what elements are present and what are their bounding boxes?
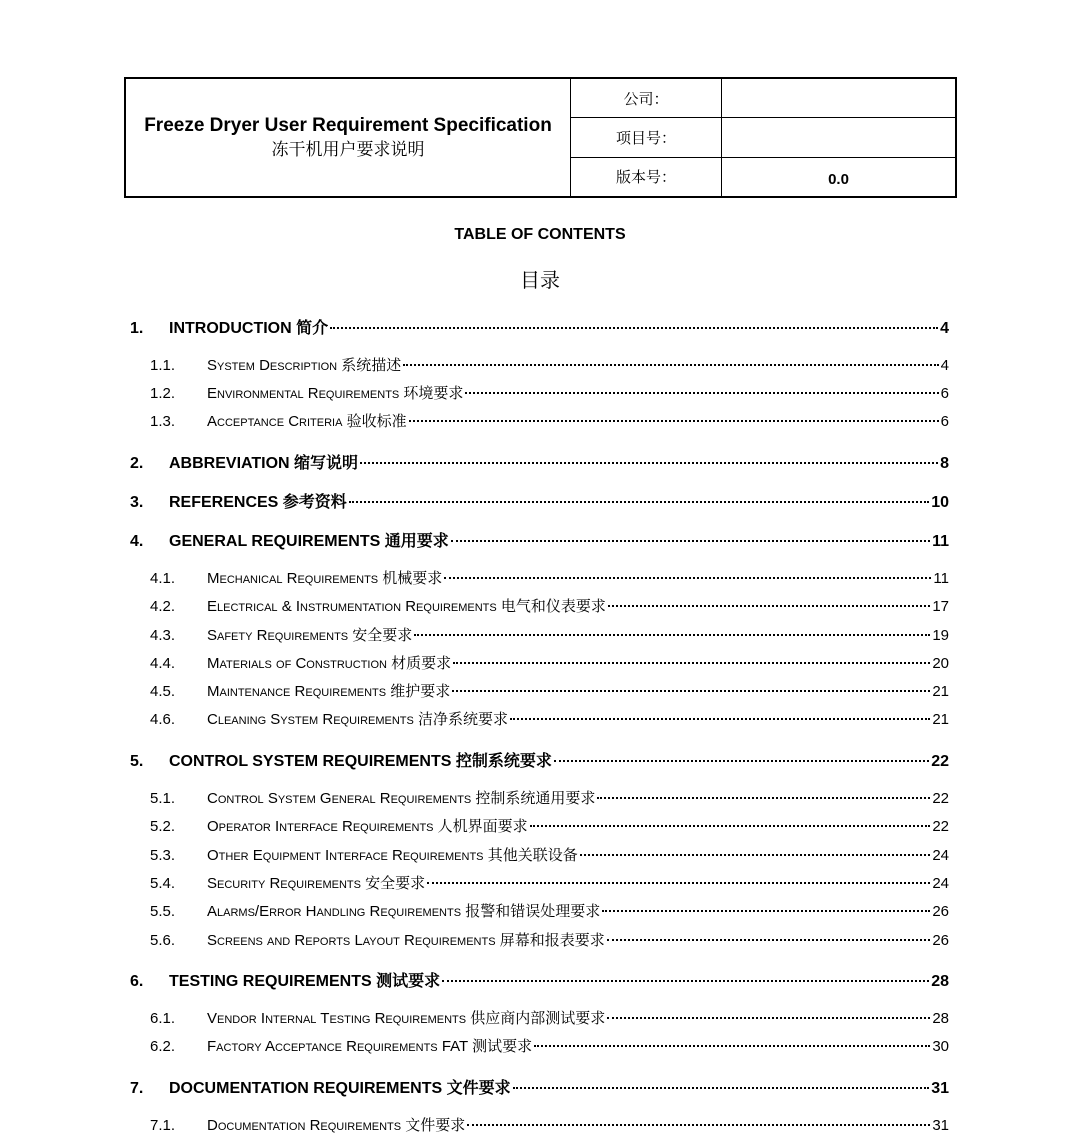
toc-entry[interactable]	[150, 1007, 949, 1029]
toc-entry-page: 24	[932, 847, 949, 864]
toc-entry[interactable]	[150, 652, 949, 674]
toc-entry-page: 10	[931, 494, 949, 511]
project-number-value	[722, 118, 955, 156]
toc-entry-title: Environmental Requirements 环境要求	[207, 385, 464, 402]
meta-row-project	[571, 118, 955, 157]
toc-dot-leader	[330, 327, 938, 329]
toc-entry-title: Operator Interface Requirements 人机界面要求	[207, 818, 528, 835]
toc-dot-leader	[530, 825, 931, 827]
toc-dot-leader	[602, 910, 930, 912]
toc-dot-leader	[451, 540, 930, 542]
toc-entry-number: 5.	[130, 753, 144, 770]
toc-entry[interactable]	[150, 872, 949, 894]
toc-entry-title: TESTING REQUIREMENTS 测试要求	[169, 973, 441, 990]
toc-entry[interactable]	[150, 844, 949, 866]
toc-dot-leader	[414, 634, 930, 636]
document-header-table	[124, 77, 957, 198]
toc-entry-title: Safety Requirements 安全要求	[207, 627, 413, 644]
document-title-cell	[126, 79, 571, 196]
toc-entry-number: 5.1.	[150, 790, 176, 807]
toc-entry-number: 1.	[130, 320, 144, 337]
toc-entry-title: Control System General Requirements 控制系统通用要求	[207, 790, 596, 807]
toc-entry-page: 30	[932, 1038, 949, 1055]
toc-dot-leader	[510, 718, 930, 720]
toc-entry[interactable]	[150, 708, 949, 730]
toc-entry-page: 17	[932, 598, 949, 615]
toc-entry-title: CONTROL SYSTEM REQUIREMENTS 控制系统要求	[169, 753, 552, 770]
toc-entry-title: Documentation Requirements 文件要求	[207, 1117, 466, 1134]
toc-entry-number: 4.6.	[150, 711, 176, 728]
toc-dot-leader	[427, 882, 930, 884]
company-label: 公司：	[571, 79, 722, 117]
toc-entry[interactable]	[130, 450, 949, 472]
toc-entry-number: 5.5.	[150, 903, 176, 920]
toc-entry-page: 24	[932, 875, 949, 892]
toc-entry-title: Other Equipment Interface Requirements 其他关联设备	[207, 847, 578, 864]
toc-entry-number: 6.1.	[150, 1010, 176, 1027]
document-meta	[571, 79, 955, 196]
toc-entry-page: 6	[940, 385, 949, 402]
toc-entry-page: 11	[933, 570, 949, 587]
toc-entry[interactable]	[130, 748, 949, 770]
toc-entry-page: 8	[940, 455, 949, 472]
toc-entry-page: 26	[932, 932, 949, 949]
toc-entry-title: GENERAL REQUIREMENTS 通用要求	[169, 533, 449, 550]
meta-row-company	[571, 79, 955, 118]
toc-entry-title: Materials of Construction 材质要求	[207, 655, 452, 672]
document-title: Freeze Dryer User Requirement Specification	[144, 114, 552, 136]
toc-entry-page: 31	[932, 1117, 949, 1134]
toc-entry-title: DOCUMENTATION REQUIREMENTS 文件要求	[169, 1080, 511, 1097]
toc-dot-leader	[442, 980, 929, 982]
toc-entry[interactable]	[150, 680, 949, 702]
toc-entry-number: 5.4.	[150, 875, 176, 892]
toc-entry-page: 22	[932, 818, 949, 835]
toc-entry-number: 5.6.	[150, 932, 176, 949]
toc-entry-page: 28	[932, 1010, 949, 1027]
toc-entry-number: 4.	[130, 533, 144, 550]
toc-entry[interactable]	[130, 968, 949, 990]
toc-entry-number: 4.4.	[150, 655, 176, 672]
toc-entry-title: Screens and Reports Layout Requirements 屏幕和报表要求	[207, 932, 605, 949]
toc-heading-cn: 目录	[520, 268, 560, 292]
toc-entry-number: 2.	[130, 455, 144, 472]
toc-entry-page: 26	[932, 903, 949, 920]
toc-entry-page: 22	[932, 790, 949, 807]
toc-entry-number: 7.	[130, 1080, 144, 1097]
toc-entry-page: 4	[940, 320, 949, 337]
toc-dot-leader	[465, 392, 938, 394]
toc-entry-page: 4	[940, 357, 949, 374]
toc-entry-title: Maintenance Requirements 维护要求	[207, 683, 451, 700]
version-value: 0.0	[828, 171, 849, 189]
toc-dot-leader	[513, 1087, 930, 1089]
toc-dot-leader	[607, 1017, 930, 1019]
toc-entry-number: 4.3.	[150, 627, 176, 644]
toc-entry[interactable]	[150, 787, 949, 809]
toc-entry-page: 31	[931, 1080, 949, 1097]
toc-entry[interactable]	[150, 595, 949, 617]
toc-dot-leader	[453, 662, 930, 664]
toc-entry-page: 22	[931, 753, 949, 770]
toc-heading: TABLE OF CONTENTS	[454, 226, 626, 243]
toc-dot-leader	[452, 690, 930, 692]
toc-entry-title: Vendor Internal Testing Requirements 供应商内部测试要求	[207, 1010, 606, 1027]
toc-entry-title: Cleaning System Requirements 洁净系统要求	[207, 711, 509, 728]
toc-entry-title: System Description 系统描述	[207, 357, 402, 374]
toc-entry-page: 20	[932, 655, 949, 672]
toc-entry-title: Security Requirements 安全要求	[207, 875, 426, 892]
toc-dot-leader	[597, 797, 930, 799]
toc-entry-number: 7.1.	[150, 1117, 176, 1134]
toc-entry[interactable]	[150, 1035, 949, 1057]
toc-entry-title: Acceptance Criteria 验收标准	[207, 413, 407, 430]
toc-dot-leader	[444, 577, 931, 579]
toc-dot-leader	[580, 854, 931, 856]
project-number-label: 项目号：	[571, 118, 722, 156]
toc-dot-leader	[349, 501, 929, 503]
toc-entry-number: 6.2.	[150, 1038, 176, 1055]
toc-entry-number: 3.	[130, 494, 144, 511]
toc-entry-page: 11	[932, 533, 949, 550]
toc-entry-number: 5.2.	[150, 818, 176, 835]
toc-entry[interactable]	[150, 815, 949, 837]
toc-entry-title: Mechanical Requirements 机械要求	[207, 570, 443, 587]
toc-entry[interactable]	[150, 382, 949, 404]
toc-entry-number: 1.3.	[150, 413, 176, 430]
toc-entry-page: 21	[932, 683, 949, 700]
toc-dot-leader	[467, 1124, 930, 1126]
toc-dot-leader	[534, 1045, 930, 1047]
toc-entry[interactable]	[150, 1114, 949, 1136]
toc-entry-page: 6	[940, 413, 949, 430]
toc-dot-leader	[403, 364, 938, 366]
meta-row-version	[571, 158, 955, 196]
toc-entry[interactable]	[150, 567, 949, 589]
toc-dot-leader	[360, 462, 938, 464]
toc-entry-title: ABBREVIATION 缩写说明	[169, 455, 359, 472]
toc-entry-page: 21	[932, 711, 949, 728]
toc-entry-number: 6.	[130, 973, 144, 990]
toc-entry[interactable]	[130, 315, 949, 337]
toc-entry[interactable]	[130, 1075, 949, 1097]
toc-dot-leader	[409, 420, 939, 422]
toc-entry[interactable]	[150, 354, 949, 376]
toc-entry-number: 1.2.	[150, 385, 176, 402]
version-label: 版本号：	[571, 158, 722, 196]
toc-dot-leader	[608, 605, 930, 607]
company-value	[722, 79, 955, 117]
toc-entry[interactable]	[150, 929, 949, 951]
toc-entry[interactable]	[130, 528, 949, 550]
toc-entry-number: 4.1.	[150, 570, 176, 587]
document-title-cn: 冻干机用户要求说明	[271, 139, 425, 160]
toc-dot-leader	[554, 760, 929, 762]
toc-entry-title: REFERENCES 参考资料	[169, 494, 347, 511]
toc-entry-title: INTRODUCTION 简介	[169, 320, 329, 337]
toc-entry[interactable]	[150, 624, 949, 646]
toc-entry-number: 4.5.	[150, 683, 176, 700]
toc-entry-number: 4.2.	[150, 598, 176, 615]
toc-entry-title: Factory Acceptance Requirements FAT 测试要求	[207, 1038, 533, 1055]
toc-entry-page: 28	[931, 973, 949, 990]
toc-entry[interactable]	[150, 410, 949, 432]
toc-entry-number: 1.1.	[150, 357, 176, 374]
toc-entry-page: 19	[932, 627, 949, 644]
toc-dot-leader	[607, 939, 931, 941]
toc-entry[interactable]	[150, 900, 949, 922]
toc-entry-number: 5.3.	[150, 847, 176, 864]
toc-entry[interactable]	[130, 489, 949, 511]
toc-entry-title: Electrical & Instrumentation Requirements 电气和仪表要求	[207, 598, 606, 615]
toc-entry-title: Alarms/Error Handling Requirements 报警和错误处理要求	[207, 903, 601, 920]
